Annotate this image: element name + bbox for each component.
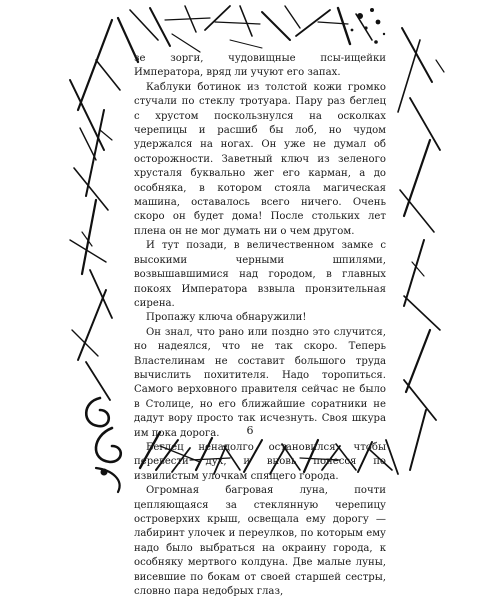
body-text <box>134 52 386 599</box>
paragraph: Пропажу ключа обнаружили! <box>146 312 307 324</box>
page-number: 6 <box>246 424 254 437</box>
paragraph: Каблуки ботинок из толстой кожи громко стучали по стеклу тротуара. Пару раз беглец с хрустом поскользнулся на осколках черепицы и расшиб бы лоб, но чудом удержался на ногах. Он уже не думал об осторожности. Заветный ключ из зеленого хрусталя буквально жег его карман, а до особняка, в котором стояла магическая машина, оставалось всего ничего. Очень скоро он будет дома! После стольких лет плена он не мог думать ни о чем другом. <box>134 81 386 237</box>
paragraph: Беглец ненадолго остановился, чтобы перевести дух, и вновь понесся по извилистым улочкам спящего города. <box>134 441 386 482</box>
paragraph: Он знал, что рано или поздно это случится, но надеялся, что не так скоро. Теперь Властелинам не составит большого труда вычислить похитителя. Надо торопиться. Самого верховного правителя сейчас не было в Столице, но его ближайшие соратники не дадут вору просто так исчезнуть. Своя шкура им пока дорога. <box>134 326 386 439</box>
paragraph: зе зорги, чудовищные псы-ищейки Императора, вряд ли учуют его запах. <box>134 53 386 79</box>
paragraph: И тут позади, в величественном замке с высокими черными шпилями, возвышавшимися над городом, в главных покоях Императора взвыла пронзительная сирена. <box>134 240 386 309</box>
paragraph: Огромная багровая луна, почти цепляющаяся за стеклянную черепицу островерхих крыш, освещала ему дорогу — лабиринт улочек и переулков, по которым ему надо было выбраться на окраину города, к особняку мертвого колдуна. Две малые луны, висевшие по бокам от своей старшей сестры, словно пара недобрых глаз, <box>134 485 386 598</box>
